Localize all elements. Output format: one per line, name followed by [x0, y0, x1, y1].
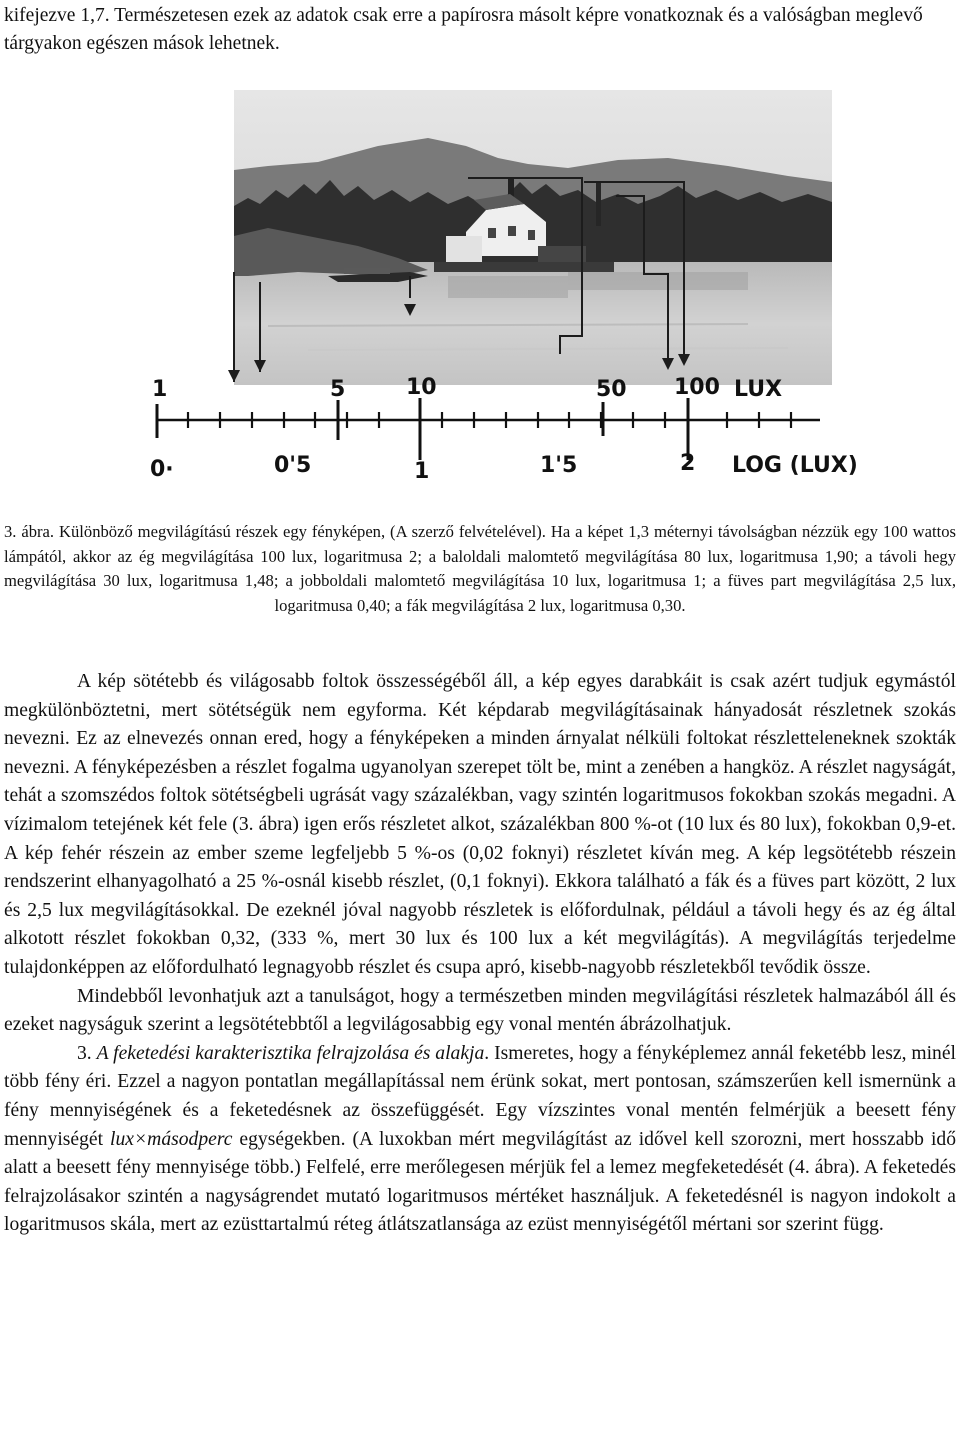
log-tick-1: 1 [414, 459, 430, 484]
paragraph-3-text-a: . Ismeretes, hogy a fényképlemez annál feketébb lesz, minél több fény éri. Ezzel a nagyon pontatlan megállapítással nem érünk sokat, mert pontosan, számszerűen kell ismernünk a fény mennyiségének és a feketedésnek az összefüggését. Egy vízszintes vonal mentén felmérjük a beesett fény mennyiségét [4, 1042, 956, 1150]
top-paragraph: kifejezve 1,7. Természetesen ezek az adatok csak erre a papírosra másolt képre vonatkoznak és a valóságban meglevő tárgyakon egészen mások lehetnek. [4, 5, 923, 54]
log-tick-1-5: 1'5 [540, 453, 578, 478]
landscape-photo [234, 90, 832, 385]
log-labels [150, 451, 858, 484]
paragraph-1: A kép sötétebb és világosabb foltok összességéből áll, a kép egyes darabkáit is csak azért tudjuk egymástól megkülönböztetni, mert sötétségük nem egyforma. Két képdarab megvilágításainak hányadosát részletnek szokás nevezni. Ez az elnevezés onnan ered, hogy a fényképeken a minden árnyalat nélküli foltokat részletteleneknek szokták nevezni. A fényképezésben a részlet fogalma ugyanolyan szerepet tölt be, mint a zenében a hangköz. A részlet nagyságát, tehát a szomszédos foltok sötétségbeli ugrását vagy százalékban, vagy szintén logaritmusos fokokban szokás megadni. A vízimalom tetejének két fele (3. ábra) igen erős részletet alkot, százalékban 800 %-ot (10 lux és 80 lux), fokokban 0,9-et. A kép fehér részein az ember szeme legfeljebb 5 %-os (0,02 foknyi) részletet kíván meg. A kép legsötétebb részein rendszerint elhanyagolható a 25 %-osnál kisebb részlet, (0,1 foknyi). Ekkora található a fák és a füves part között, 2 lux és 2,5 lux megvilágításokkal. De ezeknél jóval nagyobb részletek is előfordulnak, például a távoli hegy és az ég által alkotott részlet fokokban 0,32, (333 %, mert 30 lux és 100 lux a két megvilágítás). A megvilágítás terjedelme tulajdonképpen az előfordulható legnagyobb részlet és csupa apró, kisebb-nagyobb részletekből tevődik össze. [4, 671, 956, 978]
scale-axis [156, 398, 820, 460]
section-title: A feketedési karakterisztika felrajzolása és alakja [96, 1042, 485, 1064]
section-number: 3. [77, 1042, 97, 1064]
lux-tick-50: 50 [596, 377, 627, 402]
figure-svg [148, 86, 858, 491]
paragraph-2: Mindebből levonhatjuk azt a tanulságot, hogy a természetben minden megvilágítási részletek halmazából áll és ezeket nagyságuk szerint a legsötétebbtől a legvilágosabbig egy vonal mentén ábrázolhatjuk. [4, 985, 956, 1036]
log-tick-0: 0· [150, 457, 174, 482]
log-tick-2: 2 [680, 451, 696, 476]
lux-unit-label: LUX [734, 377, 783, 402]
log-unit-label: LOG (LUX) [732, 453, 858, 478]
figure-caption: 3. ábra. Különböző megvilágítású részek egy fényképen, (A szerző felvételével). Ha a képet 1,3 méternyi távolságban nézzük egy 100 wattos lámpától, akkor az ég megvilágítása 100 lux, logaritmusa 2; a baloldali malomtető megvilágítása 80 lux, logaritmusa 1,90; a távoli hegy megvilágítása 30 lux, logaritmusa 1,48; a jobboldali malomtető megvilágítása 10 lux, logaritmusa 1; a füves part megvilágítása 2,5 lux, logaritmusa 0,40; a fák megvilágítása 2 lux, logaritmusa 0,30. [4, 522, 956, 615]
log-tick-0-5: 0'5 [274, 453, 312, 478]
lux-tick-100: 100 [674, 375, 720, 400]
lux-tick-10: 10 [406, 375, 437, 400]
lux-tick-1: 1 [152, 377, 168, 402]
paragraph-3 [4, 1040, 956, 1240]
lux-tick-5: 5 [330, 377, 346, 402]
paragraph-3-text-b: egységekben. (A luxokban mért megvilágítást az idővel kell szorozni, mert hosszabb idő alatt a beesett fény mennyisége több.) Felfelé, erre merőlegesen mérjük fel a lemez megfeketedését (4. ábra). A feketedés felrajzolásakor szintén a nagyságrendet mutató logaritmusos mértéket használjuk. A feketedésnél is nagyon indokolt a logaritmusos skála, mert az ezüsttartalmú réteg átlátszatlansága az ezüst mennyiségétől mértani sor szerint függ. [4, 1128, 956, 1236]
body-text [4, 668, 956, 1240]
unit-term: lux×másodperc [110, 1128, 233, 1150]
figure-3 [148, 86, 858, 491]
